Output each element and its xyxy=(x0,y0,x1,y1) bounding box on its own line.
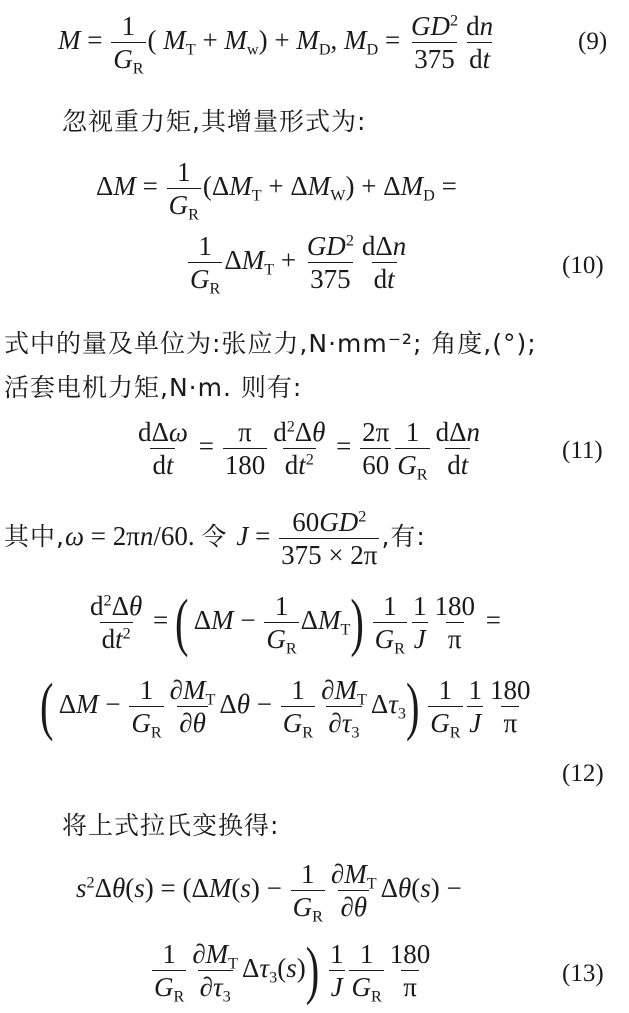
equation-9: M = $\frac{1}{G_R}$ ( $M_T + M_w) + M_D$, $M_D$ = $\frac{GD^2}{375}$ $\frac{dn}{dt}$ xyxy=(58,11,494,78)
equation-12-line-1: $\frac{d^2\Delta\theta}{dt^2}$ = ( ΔM − $\frac{1}{G_R}$ $\Delta M_T$) $\frac{1}{G_R}$ $\frac{1}{J}$ $\frac{180}{\pi}$ = xyxy=(90,585,501,658)
omega-definition: ω = 2πn/60. xyxy=(64,521,202,552)
text-let: 令 xyxy=(201,522,237,552)
equation-11: $\frac{\text{dΔω}}{dt}$ = $\frac{\pi}{180}$ $\frac{d^2\Delta\theta}{dt^2}$ = $\frac{2\pi}{60}$ $\frac{1}{G_R}$ $\frac{\text{dΔn}}{dt}$ xyxy=(138,417,480,484)
text-definitions xyxy=(4,508,426,570)
J-definition: J = $\frac{60GD^2}{375 \times 2\pi}$ xyxy=(236,507,378,571)
equation-10-line-2: $\frac{1}{G_R}$ $\Delta M_T$ + $\frac{GD^2}{375}$ $\frac{\text{dΔn}}{dt}$ xyxy=(190,231,407,298)
text-where-suffix: ,有: xyxy=(381,522,426,552)
equation-number-13: (13) xyxy=(562,960,604,987)
text-where-prefix: 其中, xyxy=(4,522,65,552)
equation-13-line-1: $s^2\Delta\theta(s) = (\Delta M(s)$ − $\frac{1}{G_R}$ $\frac{\partial M_T}{\partial\theta}$ Δθ(s) − xyxy=(76,859,462,926)
equation-13-line-2: $\frac{1}{G_R}$ $\frac{\partial M_T}{\partial\tau_3}$ $\Delta\tau_3(s)$) $\frac{1}{J}$ $\frac{1}{G_R}$ $\frac{180}{\pi}$ xyxy=(154,933,431,1006)
equation-12-line-2: ( ΔM − $\frac{1}{G_R}$ $\frac{\partial M_T}{\partial\theta}$ Δθ − $\frac{1}{G_R}$ $\frac{\partial M_T}{\partial\tau_3}$ $\Delta\tau_3$) $\frac{1}{G_R}$ $\frac{1}{J}$ $\frac{180}{\pi}$ xyxy=(40,669,531,742)
text-laplace-transform: 将上式拉氏变换得: xyxy=(62,811,280,840)
text-units-2: 活套电机力矩,N·m. 则有: xyxy=(4,373,303,402)
equation-10-line-1: ΔM = $\frac{1}{G_R}$ $(\Delta M_T + \Delta M_W) + \Delta M_D$ = xyxy=(96,157,457,224)
equation-number-12: (12) xyxy=(562,760,604,787)
equation-number-11: (11) xyxy=(562,437,603,464)
equation-number-9: (9) xyxy=(578,28,608,55)
text-neglect-gravity: 忽视重力矩,其增量形式为: xyxy=(62,107,367,136)
text-units-1: 式中的量及单位为:张应力,N·mm⁻²; 角度,(°); xyxy=(4,329,537,358)
equation-number-10: (10) xyxy=(562,252,604,279)
